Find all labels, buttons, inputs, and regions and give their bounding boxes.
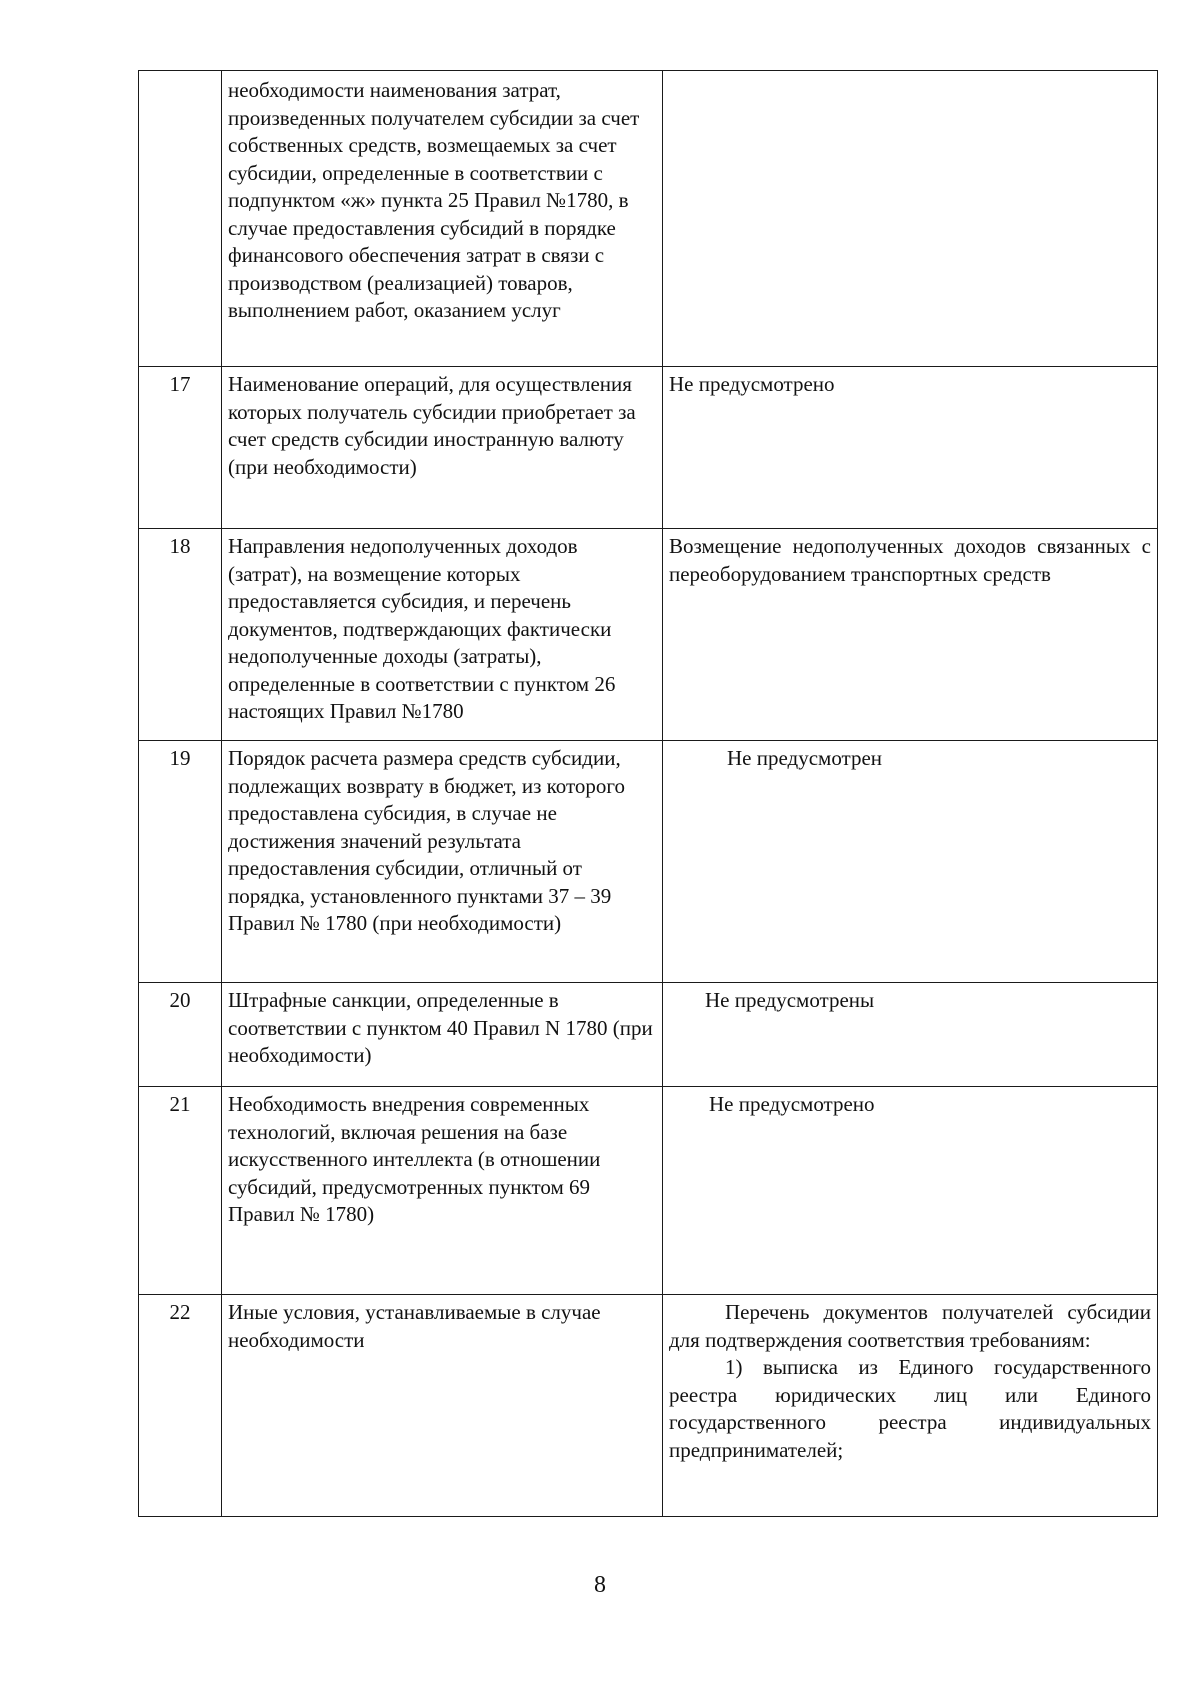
row-description: Направления недополученных доходов (затрат), на возмещение которых предоставляется субсидия, и перечень документов, подтверждающих фактически недополученные доходы (затраты), определенные в соответствии с пунктом 26 настоящих Правил №1780 bbox=[222, 529, 663, 741]
row-description: Иные условия, устанавливаемые в случае необходимости bbox=[222, 1295, 663, 1517]
conditions-table bbox=[138, 70, 1158, 1517]
row-number bbox=[139, 71, 222, 367]
row-description: Наименование операций, для осуществления которых получатель субсидии приобретает за счет средств субсидии иностранную валюту (при необходимости) bbox=[222, 367, 663, 529]
table-row bbox=[139, 1295, 1158, 1517]
row-number: 17 bbox=[139, 367, 222, 529]
row-value: Не предусмотрены bbox=[705, 988, 875, 1012]
table-row bbox=[139, 1087, 1158, 1295]
row-number: 18 bbox=[139, 529, 222, 741]
table-row bbox=[139, 71, 1158, 367]
row-value: Не предусмотрено bbox=[663, 367, 1158, 529]
row-number: 21 bbox=[139, 1087, 222, 1295]
table-row bbox=[139, 983, 1158, 1087]
row-number: 19 bbox=[139, 741, 222, 983]
row-description: необходимости наименования затрат, произведенных получателем субсидии за счет собственных средств, возмещаемых за счет субсидии, определенные в соответствии с подпунктом «ж» пункта 25 Правил №1780, в случае предоставления субсидий в порядке финансового обеспечения затрат в связи с производством (реализацией) товаров, выполнением работ, оказанием услуг bbox=[222, 71, 663, 367]
row-value-paragraph: 1) выписка из Единого государственного реестра юридических лиц или Единого государственного реестра индивидуальных предпринимателей; bbox=[669, 1355, 1151, 1462]
row-number: 20 bbox=[139, 983, 222, 1087]
row-value bbox=[663, 71, 1158, 367]
row-value: Не предусмотрено bbox=[709, 1092, 875, 1116]
table-row bbox=[139, 529, 1158, 741]
row-value-paragraph: Перечень документов получателей субсидии для подтверждения соответствия требованиям: bbox=[669, 1300, 1151, 1352]
row-value: Не предусмотрен bbox=[727, 746, 883, 770]
table-row bbox=[139, 367, 1158, 529]
row-description: Необходимость внедрения современных технологий, включая решения на базе искусственного интеллекта (в отношении субсидий, предусмотренных пунктом 69 Правил № 1780) bbox=[222, 1087, 663, 1295]
row-description: Штрафные санкции, определенные в соответствии с пунктом 40 Правил N 1780 (при необходимости) bbox=[222, 983, 663, 1087]
page-number: 8 bbox=[594, 1572, 606, 1598]
row-description: Порядок расчета размера средств субсидии, подлежащих возврату в бюджет, из которого предоставлена субсидия, в случае не достижения значений результата предоставления субсидии, отличный от порядка, установленного пунктами 37 – 39 Правил № 1780 (при необходимости) bbox=[222, 741, 663, 983]
row-number: 22 bbox=[139, 1295, 222, 1517]
row-value: Возмещение недополученных доходов связанных с переоборудованием транспортных средств bbox=[663, 529, 1158, 741]
table-row bbox=[139, 741, 1158, 983]
